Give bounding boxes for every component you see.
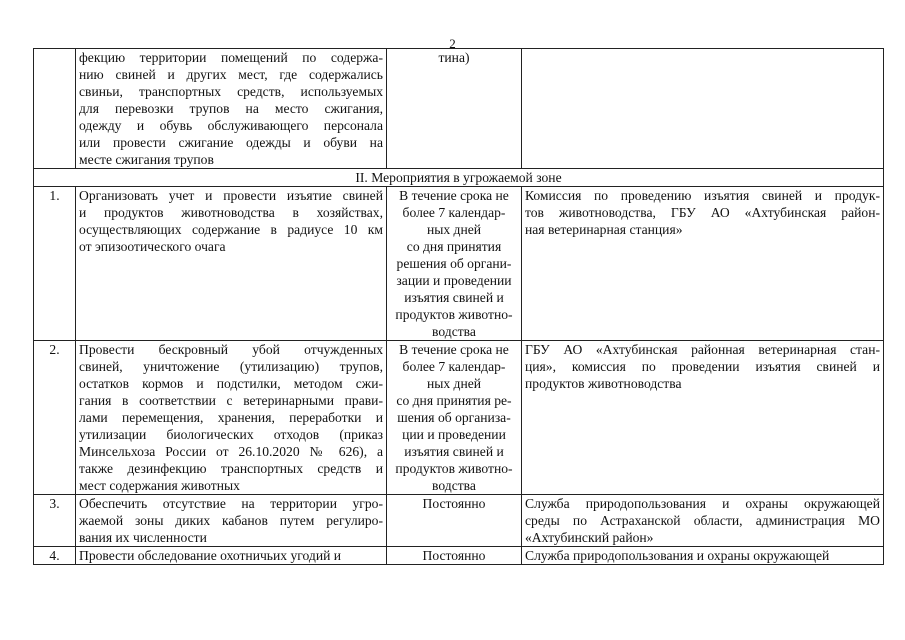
cell-line: Провести бескровный убой отчужденных xyxy=(79,342,383,357)
cell-line: более 7 календар- xyxy=(402,359,506,374)
cell-line: шения об организа- xyxy=(397,410,511,425)
cell-line: ных дней xyxy=(426,222,482,237)
cell-line: свиней, уничтожение (утилизацию) трупов, xyxy=(79,359,383,374)
cell-line: для перевозки трупов на место сжигания, xyxy=(79,101,383,116)
cell-line: решения об органи- xyxy=(396,256,512,271)
table-row xyxy=(34,547,884,565)
responsible-cell xyxy=(522,547,884,565)
responsible-cell xyxy=(522,49,884,169)
cell-line: мест содержания животных xyxy=(79,478,240,493)
cell-line: фекцию территории помещений по содержа- xyxy=(79,50,383,65)
cell-line: ция», комиссия по проведении изъятия свиней и xyxy=(525,359,880,374)
section-title: II. Мероприятия в угрожаемой зоне xyxy=(34,169,884,187)
cell-line: тина) xyxy=(438,50,470,65)
deadline-cell xyxy=(387,495,522,547)
cell-line: продуктов животно- xyxy=(395,461,513,476)
cell-line: В течение срока не xyxy=(399,342,509,357)
table-row xyxy=(34,187,884,341)
table-row xyxy=(34,495,884,547)
measures-table xyxy=(33,48,884,565)
row-number: 1. xyxy=(34,187,76,341)
deadline-cell xyxy=(387,341,522,495)
cell-line: или провести сжигание одежды и обуви на xyxy=(79,135,383,150)
cell-line: утилизации биологических отходов (приказ xyxy=(79,427,383,442)
row-number: 3. xyxy=(34,495,76,547)
cell-line: водства xyxy=(432,324,476,339)
responsible-cell xyxy=(522,341,884,495)
responsible-cell xyxy=(522,187,884,341)
cell-line: «Ахтубинский район» xyxy=(525,530,654,545)
cell-line: одежду и обувь обслуживающего персонала xyxy=(79,118,383,133)
page-number: 2 xyxy=(449,36,456,51)
measure-description xyxy=(76,341,387,495)
cell-line: изъятия свиней и xyxy=(404,444,504,459)
deadline-cell xyxy=(387,547,522,565)
cell-line: изъятия свиней и xyxy=(404,290,504,305)
cell-line: и продуктов животноводства в хозяйствах, xyxy=(79,205,383,220)
row-number: 4. xyxy=(34,547,76,565)
cell-line: продуктов животноводства xyxy=(525,376,682,391)
table-row xyxy=(34,341,884,495)
cell-line: Минсельхоза России от 26.10.2020 № 626), а xyxy=(79,444,383,459)
cell-line: Организовать учет и провести изъятие свиней xyxy=(79,188,383,203)
cell-line: свиньи, транспортных средств, используемых xyxy=(79,84,383,99)
cell-line: также дезинфекцию транспортных средств и xyxy=(79,461,383,476)
cell-line: продуктов животно- xyxy=(395,307,513,322)
section-row xyxy=(34,169,884,187)
cell-line: гания в соответствии с ветеринарными прави- xyxy=(79,393,383,408)
cell-line: ГБУ АО «Ахтубинская районная ветеринарная стан- xyxy=(525,342,880,357)
cell-line: Постоянно xyxy=(422,548,486,563)
cell-line: зации и проведении xyxy=(396,273,512,288)
term-cell xyxy=(387,49,522,169)
cell-line: среды по Астраханской области, администрация МО xyxy=(525,513,880,528)
cell-line: месте сжигания трупов xyxy=(79,152,214,167)
responsible-cell xyxy=(522,495,884,547)
measure-description xyxy=(76,547,387,565)
cell-line: осуществляющих содержание в радиусе 10 км xyxy=(79,222,383,237)
cell-line: Обеспечить отсутствие на территории угро- xyxy=(79,496,383,511)
measure-description xyxy=(76,187,387,341)
cell-line: со дня принятия ре- xyxy=(396,393,512,408)
cell-line: от эпизоотического очага xyxy=(79,239,226,254)
row-number: 2. xyxy=(34,341,76,495)
desc-cell xyxy=(76,49,387,169)
cell-line: более 7 календар- xyxy=(402,205,506,220)
cell-line: Провести обследование охотничьих угодий и xyxy=(79,548,342,563)
cell-line: лами перемещения, хранения, переработки и xyxy=(79,410,383,425)
cell-line: ная ветеринарная станция» xyxy=(525,222,683,237)
num-cell xyxy=(34,49,76,169)
cell-line: тов животноводства, ГБУ АО «Ахтубинская район- xyxy=(525,205,880,220)
continued-row xyxy=(34,49,884,169)
cell-line: нию свиней и других мест, где содержались xyxy=(79,67,383,82)
cell-line: вания их численности xyxy=(79,530,207,545)
cell-line: Служба природопользования и охраны окружающей xyxy=(525,496,880,511)
cell-line: водства xyxy=(432,478,476,493)
cell-line: ции и проведении xyxy=(402,427,506,442)
cell-line: со дня принятия xyxy=(406,239,502,254)
cell-line: В течение срока не xyxy=(399,188,509,203)
cell-line: остатков кормов и подстилки, методом сжи- xyxy=(79,376,383,391)
cell-line: Комиссия по проведению изъятия свиней и продук- xyxy=(525,188,880,203)
cell-line: ных дней xyxy=(426,376,482,391)
measure-description xyxy=(76,495,387,547)
cell-line: Постоянно xyxy=(422,496,486,511)
cell-line: жаемой зоны диких кабанов путем регулиро- xyxy=(79,513,383,528)
deadline-cell xyxy=(387,187,522,341)
cell-line: Служба природопользования и охраны окружающей xyxy=(525,548,830,563)
